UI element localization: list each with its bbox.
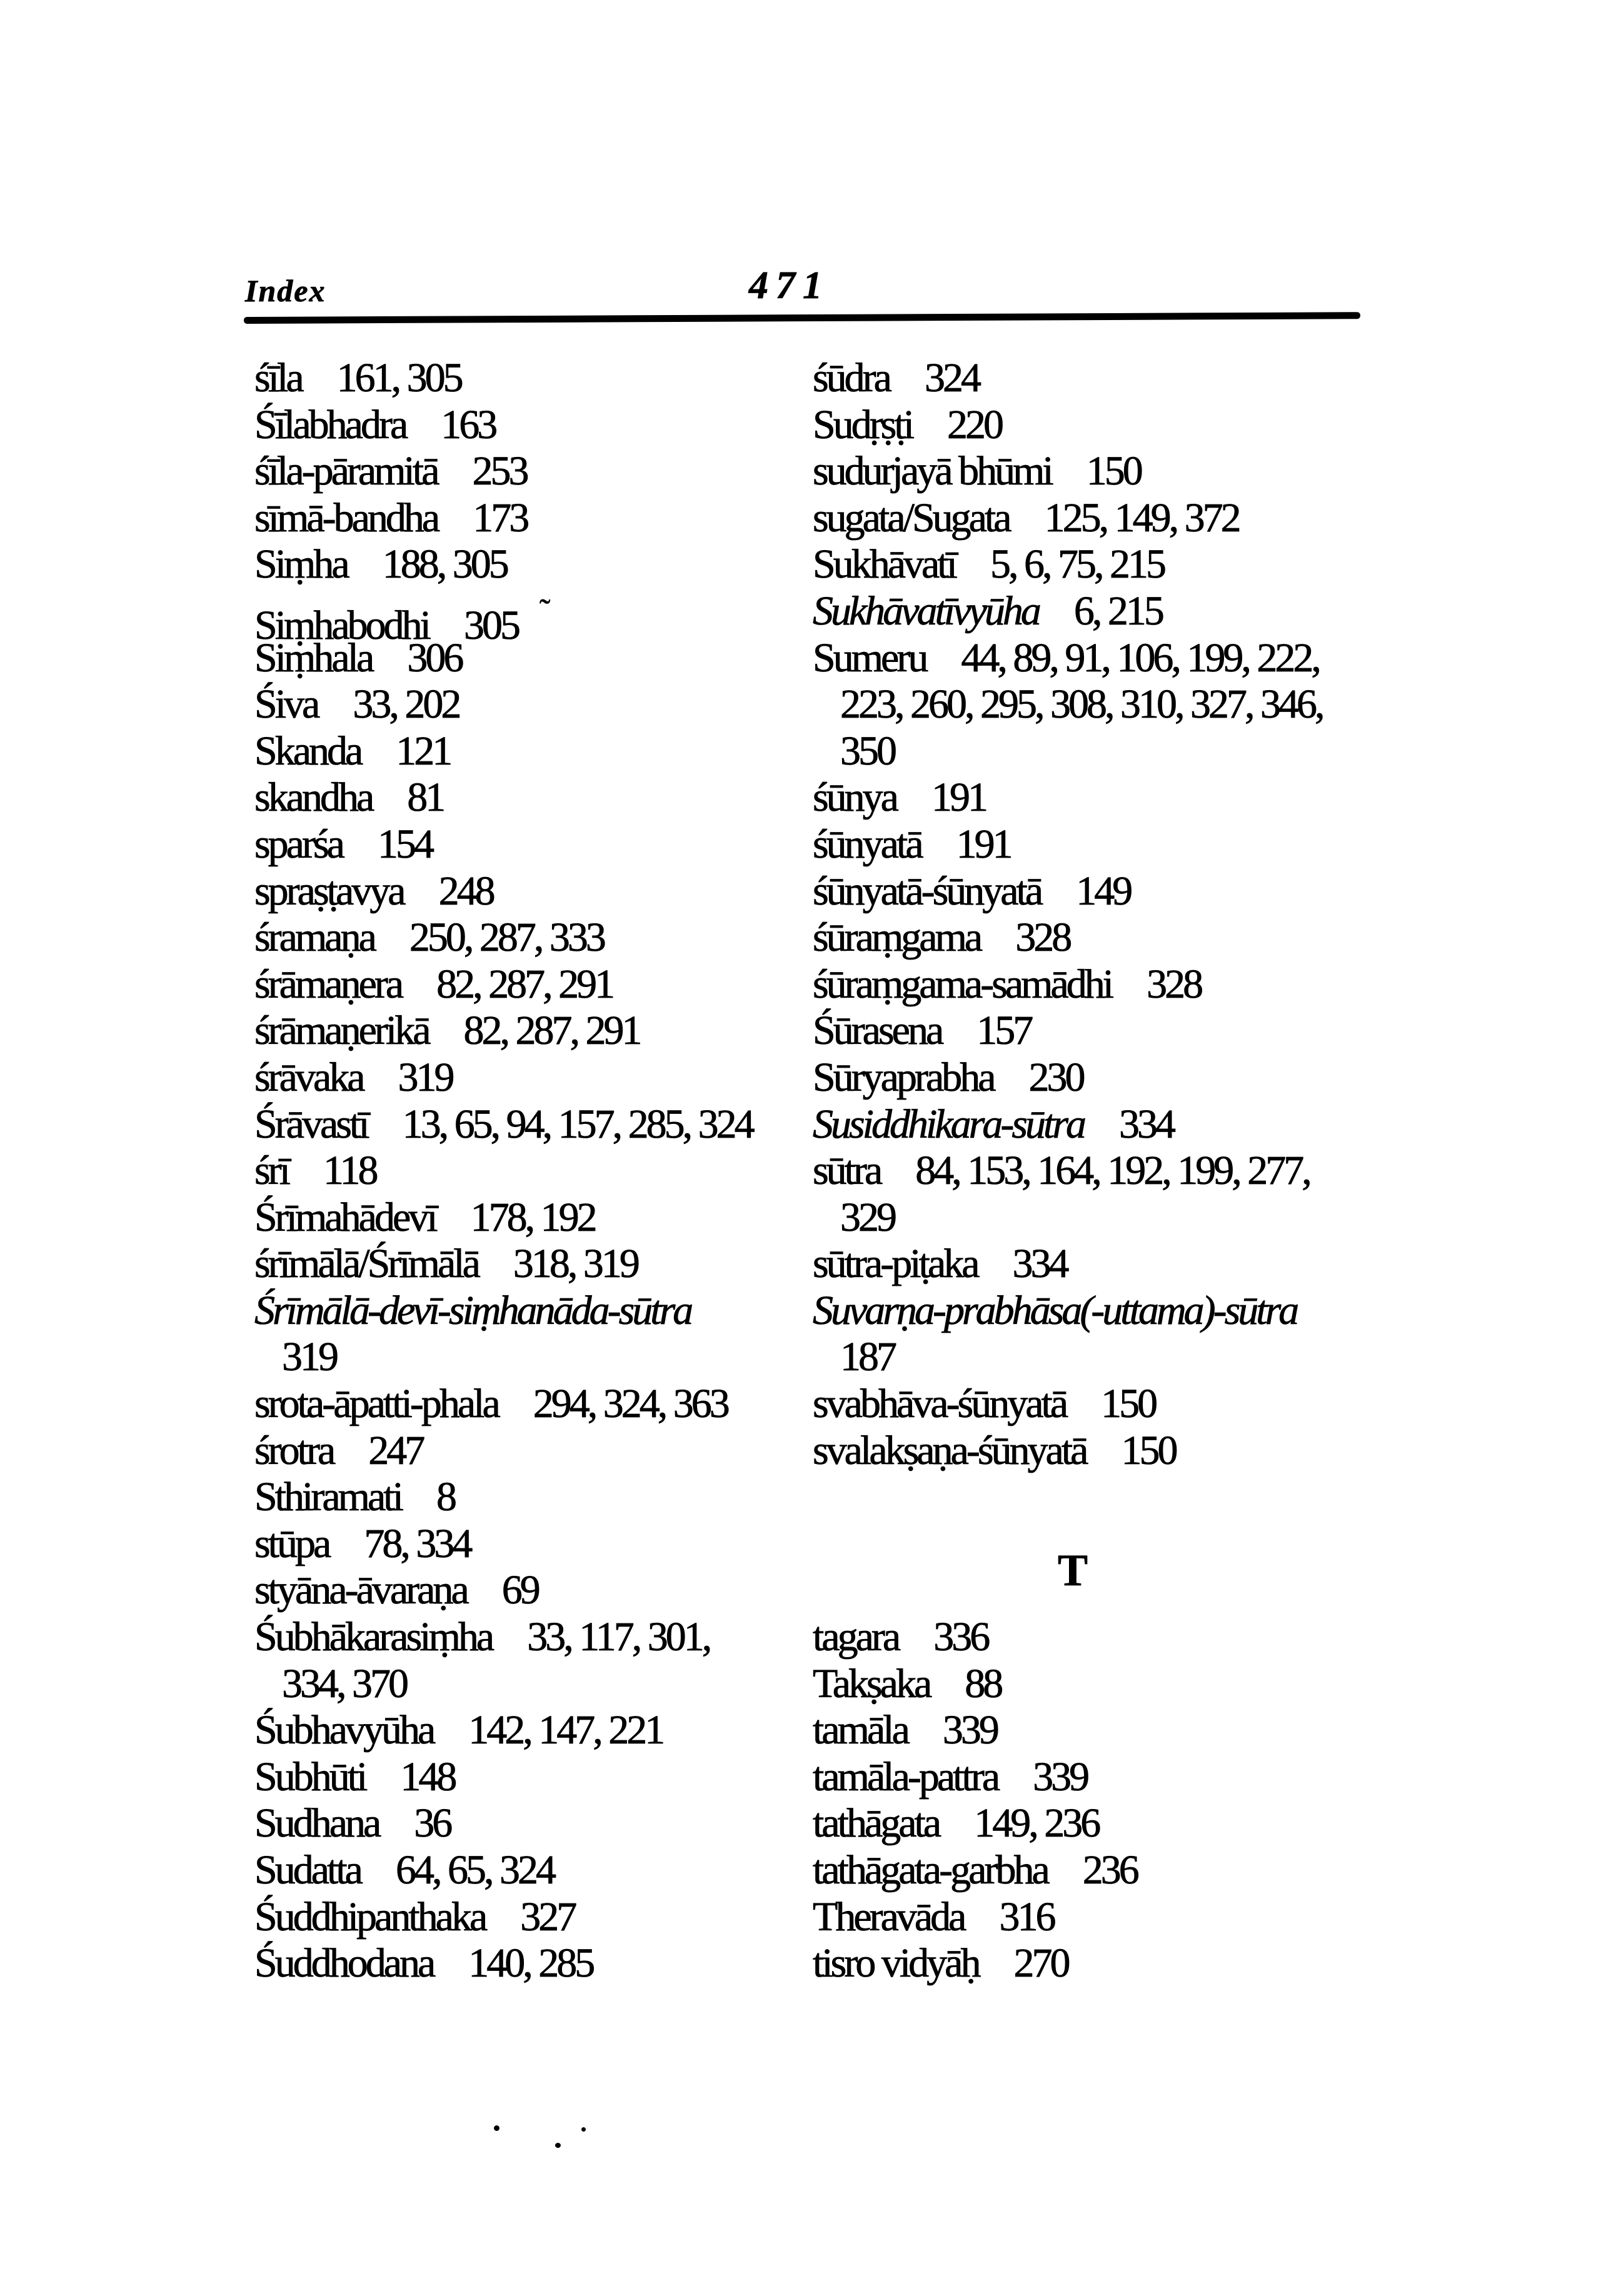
index-entry [254,1800,811,1847]
page-title: Index [245,273,326,308]
entry-page-numbers: 334 [1012,1241,1067,1287]
index-entry [254,1754,811,1801]
entry-page-numbers: 64, 65, 324 [395,1847,554,1893]
entry-term: sūtra-piṭaka [813,1241,978,1287]
entry-page-numbers: 84, 153, 164, 192, 199, 277, [915,1148,1310,1194]
entry-term: srota-āpatti-phala [254,1381,498,1427]
entry-page-numbers: 318, 319 [513,1241,638,1287]
entry-page-numbers: 150 [1121,1427,1176,1473]
index-entry [254,1894,811,1941]
section-header: T [1058,1545,1088,1596]
index-entry [813,402,1557,449]
entry-term: Śūrasena [813,1008,942,1054]
index-entry [813,635,1557,682]
entry-term: Suvarṇa-prabhāsa(-uttama)-sūtra [813,1287,1297,1333]
entry-term: svabhāva-śūnyatā [813,1381,1066,1427]
index-entry [813,915,1557,961]
entry-page-numbers: 328 [1147,961,1202,1007]
entry-term: sūtra [813,1148,881,1194]
index-entry-continuation: 350 [840,728,895,774]
entry-term: śīla [254,355,302,401]
page-number: 471 [749,264,830,307]
index-column-right [813,355,1557,1987]
index-entry [254,821,811,868]
entry-page-numbers: 88 [965,1660,1001,1707]
index-entry [813,355,1557,402]
entry-term: Śuddhodana [254,1940,434,1987]
entry-page-numbers: 191 [931,775,986,821]
entry-page-numbers: 140, 285 [468,1940,593,1987]
entry-term: skandha [254,775,373,821]
entry-page-numbers: 81 [407,775,444,821]
entry-term: śūnyatā-śūnyatā [813,868,1041,914]
ink-speck [581,2127,586,2132]
entry-page-numbers: 149 [1076,868,1131,914]
entry-page-numbers: 220 [947,401,1002,448]
entry-term: Sūryaprabha [813,1054,994,1100]
entry-term: spraṣṭavya [254,868,404,914]
entry-term: tamāla-pattra [813,1753,998,1800]
index-entry [813,1754,1557,1801]
index-entry [254,1008,811,1055]
entry-page-numbers: 339 [942,1707,997,1753]
index-entry [813,775,1557,821]
entry-page-numbers: 316 [999,1893,1054,1940]
index-entry [813,541,1557,588]
entry-term: śrīmālā/Śrīmālā [254,1241,478,1287]
index-entry [254,1707,811,1754]
index-entry-continuation: 187 [840,1334,895,1380]
entry-term: sīmā-bandha [254,494,438,541]
entry-term: Skanda [254,728,361,774]
index-entry [813,448,1557,495]
index-entry [813,588,1557,635]
entry-page-numbers: 305 [464,602,519,648]
entry-page-numbers: 33, 202 [353,681,459,728]
entry-term: śūraṃgama [813,915,981,961]
index-entry [254,1148,811,1195]
entry-term: tathāgata [813,1800,940,1847]
index-entry [254,868,811,915]
entry-term: Sthiramati [254,1474,401,1520]
index-entry [254,915,811,961]
index-entry [813,1288,1557,1335]
entry-page-numbers: 148 [400,1753,455,1800]
index-entry [813,1008,1557,1055]
entry-term: śūdra [813,355,890,401]
print-artifact-mark: ˜ [540,593,551,629]
ink-speck [555,2143,561,2148]
entry-page-numbers: 118 [323,1148,376,1194]
entry-page-numbers: 327 [520,1893,575,1940]
index-entry [254,1055,811,1101]
entry-term: śūraṃgama-samādhi [813,961,1112,1007]
entry-term: Takṣaka [813,1660,930,1707]
entry-page-numbers: 44, 89, 91, 106, 199, 222, [961,634,1319,681]
entry-page-numbers: 6, 215 [1073,588,1162,634]
entry-term: stūpa [254,1520,329,1567]
entry-page-numbers: 82, 287, 291 [436,961,613,1007]
index-entry [813,1055,1557,1101]
entry-page-numbers: 173 [473,494,528,541]
index-entry [813,1707,1557,1754]
entry-term: śrāmaṇerikā [254,1008,429,1054]
index-entry [813,1381,1557,1428]
index-entry [254,495,811,542]
index-entry [254,1195,811,1241]
index-entry [813,1101,1557,1148]
entry-term: Śubhākarasiṃha [254,1614,493,1660]
entry-page-numbers: 188, 305 [382,541,507,588]
index-entry [254,1940,811,1987]
index-entry-continuation: 334, 370 [282,1660,406,1707]
index-entry [254,1381,811,1428]
ink-speck [494,2125,499,2131]
entry-term: Siṃha [254,541,348,588]
entry-page-numbers: 339 [1033,1753,1088,1800]
index-entry [813,1894,1557,1941]
entry-term: Siṃhala [254,634,373,681]
index-entry [254,1241,811,1288]
entry-page-numbers: 157 [976,1008,1031,1054]
index-entry [254,1614,811,1661]
entry-term: Śiva [254,681,318,728]
entry-term: Śubhavyūha [254,1707,434,1753]
entry-term: Śrīmālā-devī-siṃhanāda-sūtra [254,1287,691,1333]
entry-page-numbers: 69 [501,1567,538,1613]
entry-term: Sukhāvatī [813,541,955,588]
index-entry [254,961,811,1008]
entry-term: Sukhāvatīvyūha [813,588,1039,634]
entry-term: Sudṛṣṭi [813,401,913,448]
entry-term: styāna-āvaraṇa [254,1567,467,1613]
entry-term: Subhūti [254,1753,366,1800]
entry-term: Sudhana [254,1800,379,1847]
entry-term: śrī [254,1148,288,1194]
entry-term: sudurjayā bhūmi [813,448,1051,494]
entry-page-numbers: 8 [436,1474,454,1520]
entry-page-numbers: 33, 117, 301, [527,1614,710,1660]
index-entry [813,1148,1557,1195]
index-entry [813,1847,1557,1894]
entry-page-numbers: 36 [414,1800,451,1847]
entry-page-numbers: 163 [441,401,496,448]
entry-term: śramaṇa [254,915,374,961]
index-entry [813,1661,1557,1708]
entry-term: tamāla [813,1707,908,1753]
entry-page-numbers: 248 [438,868,493,914]
entry-term: śrāmaṇera [254,961,402,1007]
entry-page-numbers: 178, 192 [470,1194,595,1240]
entry-term: sparśa [254,821,343,867]
entry-term: tisro vidyāḥ [813,1940,979,1987]
entry-page-numbers: 121 [396,728,451,774]
entry-page-numbers: 82, 287, 291 [463,1008,640,1054]
entry-page-numbers: 125, 149, 372 [1044,494,1239,541]
index-entry [813,1940,1557,1987]
entry-term: śrāvaka [254,1054,363,1100]
index-entry [813,1241,1557,1288]
index-entry [813,1428,1557,1475]
index-entry [254,1428,811,1475]
entry-page-numbers: 230 [1028,1054,1083,1100]
entry-page-numbers: 250, 287, 333 [409,915,604,961]
entry-term: Śrīmahādevī [254,1194,436,1240]
entry-page-numbers: 328 [1015,915,1070,961]
index-entry [254,588,811,648]
entry-page-numbers: 324 [924,355,979,401]
entry-page-numbers: 306 [407,634,462,681]
entry-term: Sumeru [813,634,926,681]
index-entry [254,1567,811,1614]
index-entry [254,1474,811,1521]
entry-term: svalakṣaṇa-śūnyatā [813,1427,1087,1473]
entry-term: Theravāda [813,1893,965,1940]
index-entry [254,1288,811,1335]
index-entry [813,495,1557,542]
entry-page-numbers: 150 [1101,1381,1156,1427]
entry-term: śīla-pāramitā [254,448,438,494]
index-entry [254,635,811,682]
index-entry [254,1847,811,1894]
index-entry [254,728,811,775]
entry-page-numbers: 149, 236 [974,1800,1099,1847]
index-entry [254,1101,811,1148]
entry-term: Śuddhipanthaka [254,1893,486,1940]
index-entry [813,821,1557,868]
index-entry-continuation: 319 [282,1334,336,1380]
entry-page-numbers: 253 [472,448,527,494]
entry-page-numbers: 78, 334 [364,1520,471,1567]
index-entry [254,681,811,728]
index-entry [254,541,811,588]
entry-page-numbers: 13, 65, 94, 157, 285, 324 [402,1101,753,1147]
entry-term: Siṃhabodhi [254,602,429,648]
index-entry-continuation: 329 [840,1194,895,1240]
index-entry [813,1614,1557,1661]
entry-page-numbers: 236 [1082,1847,1137,1893]
entry-term: tathāgata-garbha [813,1847,1048,1893]
entry-term: sugata/Sugata [813,494,1010,541]
index-entry [254,448,811,495]
index-entry [813,961,1557,1008]
index-entry [254,1521,811,1568]
entry-page-numbers: 334 [1119,1101,1174,1147]
entry-term: śūnya [813,775,896,821]
entry-term: Sudatta [254,1847,361,1893]
entry-term: Śīlabhadra [254,401,406,448]
entry-page-numbers: 336 [933,1614,988,1660]
entry-page-numbers: 154 [377,821,432,867]
entry-page-numbers: 294, 324, 363 [533,1381,728,1427]
entry-page-numbers: 5, 6, 75, 215 [990,541,1164,588]
index-entry [254,775,811,821]
entry-term: śrotra [254,1427,334,1473]
index-entry [254,355,811,402]
header-rule [244,312,1360,324]
entry-term: śūnyatā [813,821,921,867]
index-column-left [254,355,811,1987]
entry-page-numbers: 319 [398,1054,453,1100]
entry-term: tagara [813,1614,899,1660]
index-entry-continuation: 223, 260, 295, 308, 310, 327, 346, [840,681,1323,728]
entry-page-numbers: 247 [368,1427,423,1473]
entry-page-numbers: 270 [1013,1940,1068,1987]
index-entry [813,1800,1557,1847]
entry-term: Śrāvastī [254,1101,368,1147]
entry-page-numbers: 161, 305 [336,355,461,401]
index-entry [254,402,811,449]
index-entry [813,868,1557,915]
entry-page-numbers: 150 [1086,448,1141,494]
entry-page-numbers: 142, 147, 221 [468,1707,663,1753]
entry-page-numbers: 191 [956,821,1011,867]
entry-term: Susiddhikara-sūtra [813,1101,1085,1147]
